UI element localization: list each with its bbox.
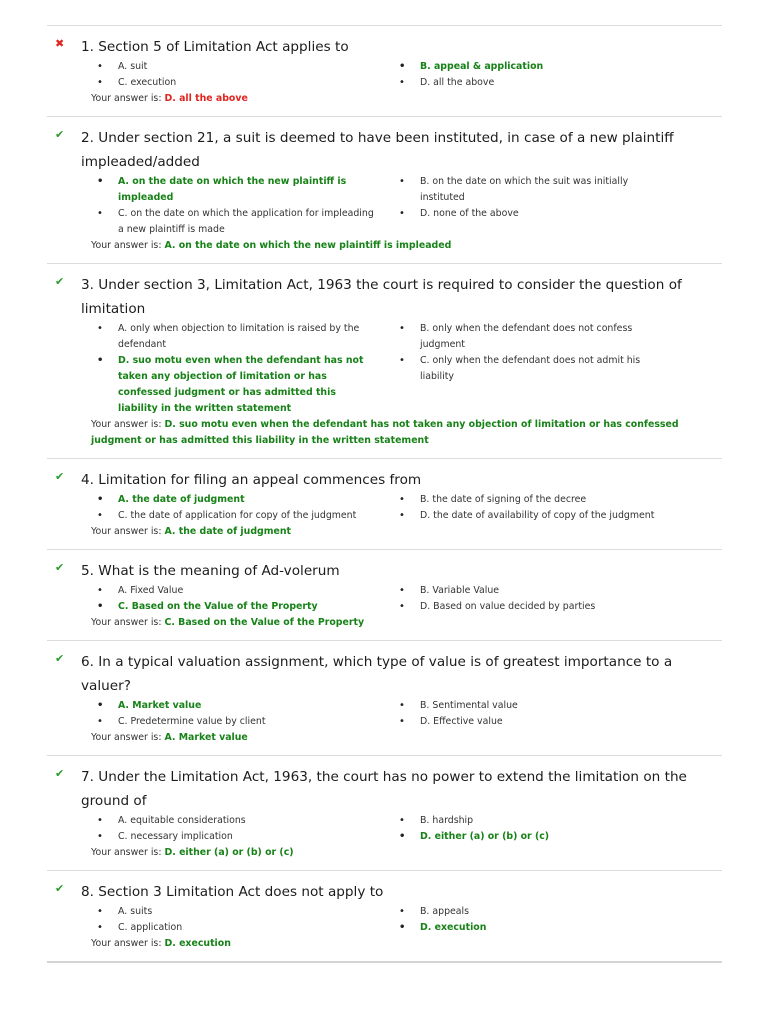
your-answer [91,936,702,952]
option-a: • A. only when objection to limitation is raised by the defendant [81,321,383,353]
check-icon: ✔ [55,652,65,665]
quiz-results-list [47,25,722,963]
check-icon: ✔ [55,561,65,574]
option-b: • B. on the date on which the suit was initially instituted [383,174,683,206]
option-d: • D. all the above [383,75,683,91]
your-answer-value: D. execution [164,938,231,949]
option-b: • B. the date of signing of the decree [383,492,683,508]
options-list [81,59,722,91]
option-d: • D. Based on value decided by parties [383,599,683,615]
question-text: 8. Section 3 Limitation Act does not apply to [81,884,384,900]
your-answer [91,524,702,540]
check-icon: ✔ [55,275,65,288]
option-d: • D. execution [383,920,683,936]
option-b: • B. only when the defendant does not confess judgment [383,321,683,353]
question-text: 6. In a typical valuation assignment, which type of value is of greatest importance to a valuer? [81,654,673,694]
your-answer [91,417,702,449]
option-c: • C. the date of application for copy of the judgment [81,508,383,524]
options-list [81,174,722,238]
option-c: • C. execution [81,75,383,91]
your-answer-label: Your answer is: [91,93,162,104]
option-a: • A. on the date on which the new plaintiff is impleaded [81,174,383,206]
question-text: 1. Section 5 of Limitation Act applies to [81,39,349,55]
your-answer-value: D. either (a) or (b) or (c) [164,847,294,858]
your-answer-label: Your answer is: [91,617,162,628]
your-answer-value: A. the date of judgment [164,526,292,537]
options-list [81,698,722,730]
question-text: 2. Under section 21, a suit is deemed to have been instituted, in case of a new plaintiff impleaded/added [81,130,674,170]
option-c: • C. necessary implication [81,829,383,845]
your-answer [91,91,702,107]
option-c: • C. Predetermine value by client [81,714,383,730]
option-c: • C. Based on the Value of the Property [81,599,383,615]
options-list [81,583,722,615]
your-answer [91,730,702,746]
question-text: 4. Limitation for filing an appeal commences from [81,472,422,488]
your-answer-label: Your answer is: [91,732,162,743]
question-item [47,549,722,640]
check-icon: ✔ [55,470,65,483]
options-list [81,813,722,845]
cross-icon: ✖ [55,37,65,50]
option-c: • C. only when the defendant does not admit his liability [383,353,683,417]
question-item [47,116,722,263]
your-answer-value: D. all the above [164,93,248,104]
option-a: • A. the date of judgment [81,492,383,508]
option-b: • B. hardship [383,813,683,829]
option-b: • B. Sentimental value [383,698,683,714]
options-list [81,904,722,936]
your-answer-value: D. suo motu even when the defendant has not taken any objection of limitation or has confessed judgment or has admitted this liability in the written statement [91,419,679,446]
your-answer-label: Your answer is: [91,526,162,537]
question-item [47,755,722,870]
option-c: • C. application [81,920,383,936]
option-d: • D. none of the above [383,206,683,238]
option-b: • B. appeal & application [383,59,683,75]
options-list [81,492,722,524]
your-answer [91,238,702,254]
option-b: • B. Variable Value [383,583,683,599]
your-answer-value: A. on the date on which the new plaintiff is impleaded [164,240,452,251]
question-item [47,640,722,755]
option-d: • D. the date of availability of copy of the judgment [383,508,683,524]
check-icon: ✔ [55,767,65,780]
option-a: • A. suit [81,59,383,75]
question-item [47,458,722,549]
question-item [47,263,722,458]
question-item [47,25,722,116]
option-a: • A. Market value [81,698,383,714]
your-answer [91,615,702,631]
your-answer-label: Your answer is: [91,938,162,949]
check-icon: ✔ [55,882,65,895]
option-d: • D. Effective value [383,714,683,730]
option-a: • A. equitable considerations [81,813,383,829]
your-answer-label: Your answer is: [91,240,162,251]
your-answer-label: Your answer is: [91,419,162,430]
your-answer-value: C. Based on the Value of the Property [164,617,365,628]
option-a: • A. Fixed Value [81,583,383,599]
question-text: 5. What is the meaning of Ad-volerum [81,563,340,579]
question-item [47,870,722,963]
options-list [81,321,722,417]
question-text: 3. Under section 3, Limitation Act, 1963 the court is required to consider the question of limitation [81,277,682,317]
your-answer [91,845,702,861]
question-text: 7. Under the Limitation Act, 1963, the court has no power to extend the limitation on the ground of [81,769,687,809]
option-b: • B. appeals [383,904,683,920]
option-d: • D. either (a) or (b) or (c) [383,829,683,845]
your-answer-label: Your answer is: [91,847,162,858]
option-c: • C. on the date on which the application for impleading a new plaintiff is made [81,206,383,238]
option-d: • D. suo motu even when the defendant has not taken any objection of limitation or has confessed judgment or has admitted this liability in the written statement [81,353,383,417]
check-icon: ✔ [55,128,65,141]
option-a: • A. suits [81,904,383,920]
your-answer-value: A. Market value [164,732,248,743]
